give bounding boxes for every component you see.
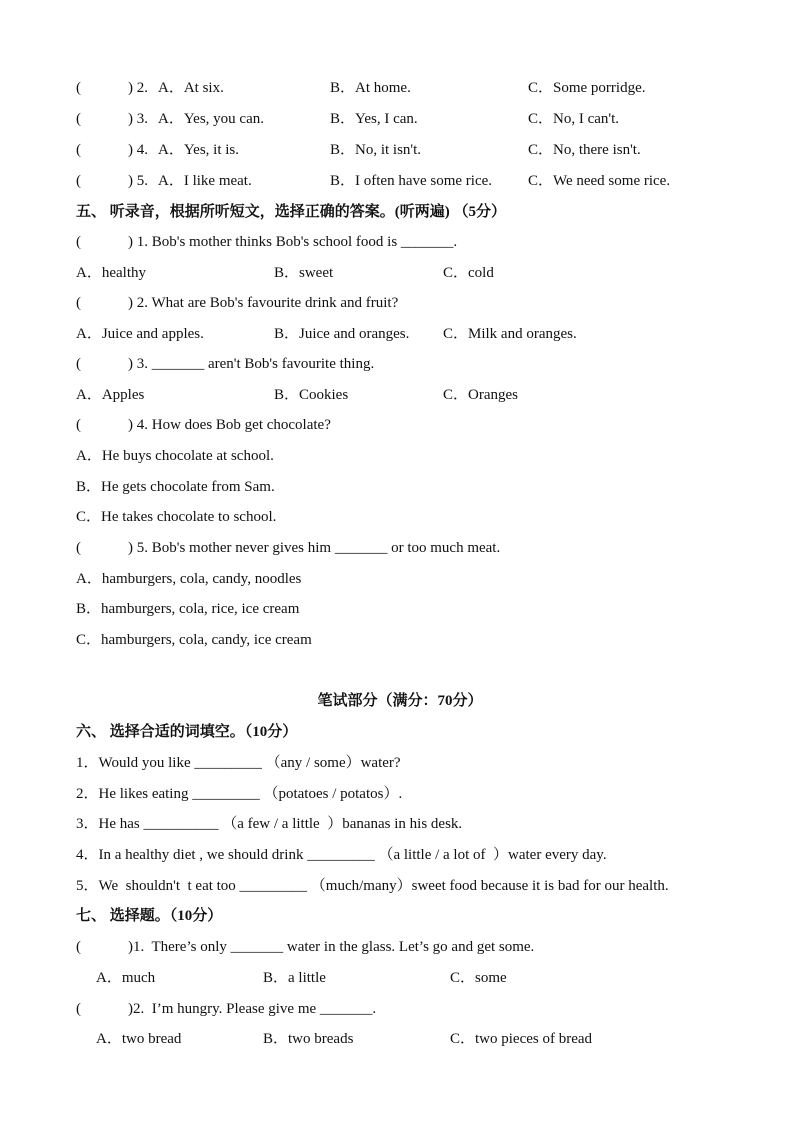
option-a: A．healthy [76,265,146,281]
option-c: C．cold [443,265,494,281]
option-c: C．Some porridge. [528,80,646,96]
paren-open: ( [76,295,81,311]
option-a: A．Apples [76,387,145,403]
option-a: A．Yes, it is. [158,142,239,158]
section-heading-5: 五、 听录音，根据所听短文，选择正确的答案。(听两遍) （5分） [76,204,506,220]
paren-open: ( [76,111,81,127]
option-a: A．hamburgers, cola, candy, noodles [76,571,302,587]
question-text: )2. I’m hungry. Please give me _______. [128,1001,377,1017]
question-text: )1. There’s only _______ water in the glass. Let’s go and get some. [128,939,535,955]
fill-blank-item: 1．Would you like _________ （any / some）water? [76,755,401,771]
section-heading-7: 七、 选择题。（10分） [76,908,223,924]
option-c: C．two pieces of bread [450,1031,593,1047]
paren-open: ( [76,939,81,955]
question-number: ) 2. [128,80,148,96]
question-text: ) 3. _______ aren't Bob's favourite thing. [128,356,375,372]
question-text: ) 5. Bob's mother never gives him _______ or too much meat. [128,540,501,556]
option-a: A．I like meat. [158,173,252,189]
paren-open: ( [76,1001,81,1017]
fill-blank-item: 4．In a healthy diet , we should drink _________ （a little / a lot of ）water every day. [76,847,607,863]
paren-open: ( [76,356,81,372]
option-b: B．hamburgers, cola, rice, ice cream [76,601,300,617]
option-c: C．hamburgers, cola, candy, ice cream [76,632,312,648]
option-a: A．two bread [96,1031,182,1047]
option-b: B．No, it isn't. [330,142,422,158]
option-a: A．Yes, you can. [158,111,264,127]
option-b: B．sweet [274,265,334,281]
option-c: C．He takes chocolate to school. [76,509,277,525]
option-a: A．He buys chocolate at school. [76,448,274,464]
option-b: B．Yes, I can. [330,111,418,127]
question-text: ) 4. How does Bob get chocolate? [128,417,331,433]
option-b: B．Cookies [274,387,349,403]
option-c: C．No, I can't. [528,111,620,127]
fill-blank-item: 2．He likes eating _________ （potatoes / potatos）. [76,786,403,802]
option-a: A．Juice and apples. [76,326,204,342]
option-b: B．Juice and oranges. [274,326,410,342]
option-a: A．much [96,970,156,986]
option-c: C．some [450,970,507,986]
option-b: B．I often have some rice. [330,173,493,189]
option-c: C．No, there isn't. [528,142,641,158]
fill-blank-item: 3．He has __________ （a few / a little ）bananas in his desk. [76,816,463,832]
paren-open: ( [76,80,81,96]
question-number: ) 5. [128,173,148,189]
option-a: A．At six. [158,80,224,96]
question-number: ) 4. [128,142,148,158]
written-part-title: 笔试部分（满分：70分） [317,693,483,709]
option-c: C．Milk and oranges. [443,326,577,342]
paren-open: ( [76,234,81,250]
paren-open: ( [76,540,81,556]
question-text: ) 1. Bob's mother thinks Bob's school food is _______. [128,234,458,250]
option-b: B．He gets chocolate from Sam. [76,479,275,495]
option-b: B．two breads [263,1031,354,1047]
paren-open: ( [76,417,81,433]
section-heading-6: 六、 选择合适的词填空。（10分） [76,724,298,740]
paren-open: ( [76,173,81,189]
fill-blank-item: 5．We shouldn't t eat too _________ （much/many）sweet food because it is bad for our health. [76,878,669,894]
option-c: C．Oranges [443,387,518,403]
paren-open: ( [76,142,81,158]
option-b: B．a little [263,970,326,986]
option-c: C．We need some rice. [528,173,671,189]
question-text: ) 2. What are Bob's favourite drink and fruit? [128,295,399,311]
question-number: ) 3. [128,111,148,127]
option-b: B．At home. [330,80,411,96]
